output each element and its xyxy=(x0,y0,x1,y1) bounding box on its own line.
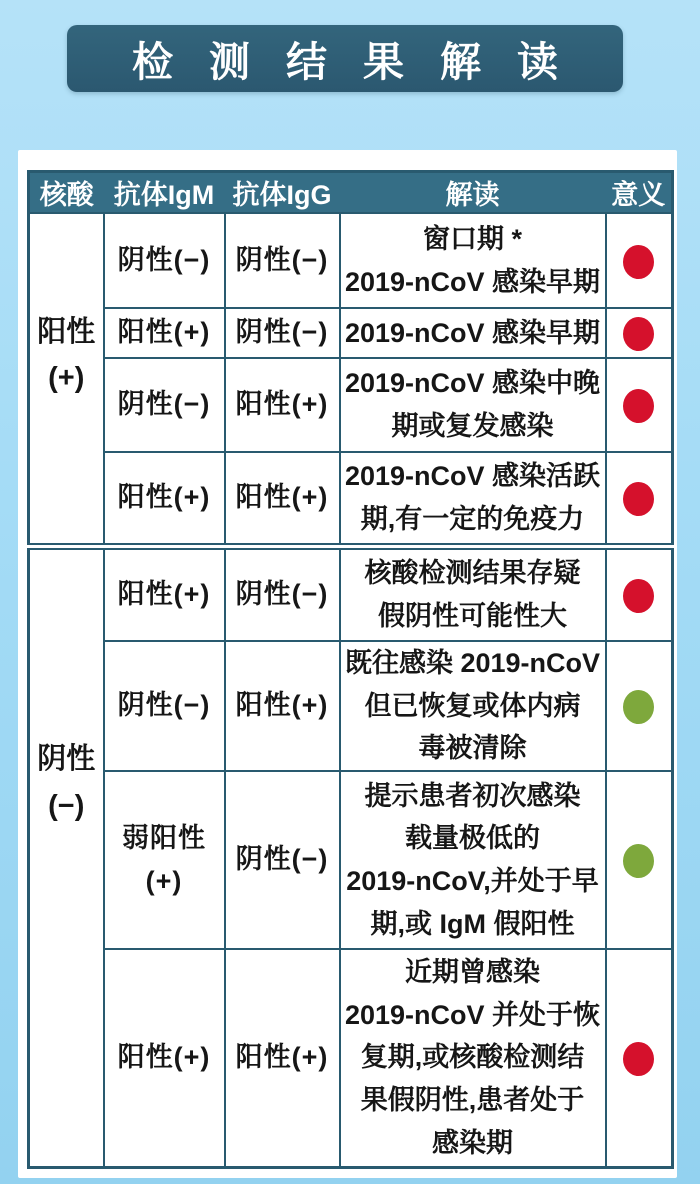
significance-dot-red xyxy=(623,482,654,516)
table-row xyxy=(29,452,673,546)
cell-line: 2019-nCoV 感染中晚 xyxy=(344,368,601,399)
significance-cell xyxy=(606,213,673,308)
cell-line: 近期曾感染 xyxy=(405,957,540,988)
cell-line: 阳性(+) xyxy=(235,389,329,420)
cell-line: 2019-nCoV 感染早期 xyxy=(344,317,601,348)
header-antibody-igm: 抗体IgM xyxy=(104,172,225,214)
significance-cell xyxy=(606,771,673,949)
cell-line: 弱阳性 xyxy=(122,822,206,853)
significance-dot-red xyxy=(623,389,654,423)
cell-line: 阳性(+) xyxy=(235,1042,329,1073)
igm-cell xyxy=(104,949,225,1167)
cell-line: 阳性(+) xyxy=(117,1042,211,1073)
cell-line: 窗口期 * xyxy=(422,223,522,254)
cell-line: 核酸检测结果存疑 xyxy=(364,558,581,589)
igg-cell xyxy=(225,358,340,452)
cell-line: 2019-nCoV,并处于早 xyxy=(346,866,599,896)
cell-line: 但已恢复或体内病 xyxy=(364,690,581,721)
cell-line: 2019-nCoV 感染活跃 xyxy=(344,461,601,492)
table-row xyxy=(29,358,673,452)
cell-line: 阳性(+) xyxy=(117,579,211,610)
cell-line: 阴性(−) xyxy=(117,389,211,420)
table-row xyxy=(29,213,673,308)
page-title xyxy=(67,25,623,92)
cell-line: 阴性(−) xyxy=(235,317,329,348)
header-significance: 意义 xyxy=(606,172,673,214)
cell-line: 果假阴性,患者处于 xyxy=(360,1085,585,1116)
significance-dot-red xyxy=(623,1042,654,1076)
significance-dot-green xyxy=(623,844,654,878)
table-row xyxy=(29,641,673,771)
interpretation-cell xyxy=(340,308,606,358)
cell-line: 阴性(−) xyxy=(235,844,329,875)
table-header xyxy=(29,172,673,214)
nucleic-acid-cell xyxy=(29,213,104,546)
cell-line: 阴性 xyxy=(37,743,96,776)
igg-cell xyxy=(225,546,340,641)
significance-dot-red xyxy=(623,245,654,279)
igg-cell xyxy=(225,771,340,949)
cell-line: (+) xyxy=(48,362,85,395)
page-title-text: 检测结果解读 xyxy=(132,39,594,85)
nucleic-acid-cell xyxy=(29,546,104,1167)
cell-line: 阳性(+) xyxy=(235,482,329,513)
igm-cell xyxy=(104,358,225,452)
table-row xyxy=(29,546,673,641)
cell-line: 假阴性可能性大 xyxy=(378,600,567,631)
significance-cell xyxy=(606,641,673,771)
cell-line: 阳性(+) xyxy=(117,482,211,513)
cell-line: 感染期 xyxy=(432,1127,513,1158)
igg-cell xyxy=(225,949,340,1167)
cell-line: 提示患者初次感染 xyxy=(364,780,581,811)
igm-cell xyxy=(104,213,225,308)
cell-line: 毒被清除 xyxy=(418,733,527,764)
test-result-table xyxy=(27,170,674,1169)
cell-line: 2019-nCoV 并处于恢 xyxy=(344,999,601,1030)
igg-cell xyxy=(225,641,340,771)
header-interpretation: 解读 xyxy=(340,172,606,214)
table-row xyxy=(29,949,673,1167)
interpretation-cell xyxy=(340,546,606,641)
interpretation-cell xyxy=(340,949,606,1167)
table-body xyxy=(29,213,673,1167)
significance-dot-green xyxy=(623,690,654,724)
cell-line: 期或复发感染 xyxy=(391,411,554,441)
header-antibody-igg: 抗体IgG xyxy=(225,172,340,214)
interpretation-cell xyxy=(340,213,606,308)
cell-line: 阳性(+) xyxy=(235,690,329,721)
significance-cell xyxy=(606,358,673,452)
cell-line: 2019-nCoV 感染早期 xyxy=(344,266,601,297)
result-card xyxy=(18,150,677,1178)
igm-cell xyxy=(104,452,225,546)
interpretation-cell xyxy=(340,358,606,452)
cell-line: 阴性(−) xyxy=(117,690,211,721)
cell-line: 阴性(−) xyxy=(235,244,329,275)
interpretation-cell xyxy=(340,641,606,771)
cell-line: 阴性(−) xyxy=(235,579,329,610)
cell-line: 既往感染 2019-nCoV xyxy=(344,648,601,679)
cell-line: 期,或 IgM 假阳性 xyxy=(370,908,575,939)
cell-line: (−) xyxy=(48,789,85,822)
significance-dot-red xyxy=(623,317,654,351)
cell-line: 阴性(−) xyxy=(117,244,211,275)
header-nucleic-acid: 核酸 xyxy=(29,172,104,214)
igm-cell xyxy=(104,308,225,358)
igm-cell xyxy=(104,546,225,641)
significance-cell xyxy=(606,949,673,1167)
cell-line: 阳性(+) xyxy=(117,317,211,348)
interpretation-cell xyxy=(340,771,606,949)
cell-line: 载量极低的 xyxy=(405,823,540,854)
igg-cell xyxy=(225,452,340,546)
significance-cell xyxy=(606,452,673,546)
significance-cell xyxy=(606,546,673,641)
cell-line: (+) xyxy=(145,866,183,896)
table-row xyxy=(29,771,673,949)
cell-line: 复期,或核酸检测结 xyxy=(360,1042,585,1073)
igg-cell xyxy=(225,213,340,308)
cell-line: 期,有一定的免疫力 xyxy=(360,503,585,534)
table-row xyxy=(29,308,673,358)
igm-cell xyxy=(104,641,225,771)
interpretation-cell xyxy=(340,452,606,546)
significance-dot-red xyxy=(623,579,654,613)
cell-line: 阳性 xyxy=(37,315,96,348)
igm-cell xyxy=(104,771,225,949)
igg-cell xyxy=(225,308,340,358)
significance-cell xyxy=(606,308,673,358)
table-header-row xyxy=(29,172,673,214)
